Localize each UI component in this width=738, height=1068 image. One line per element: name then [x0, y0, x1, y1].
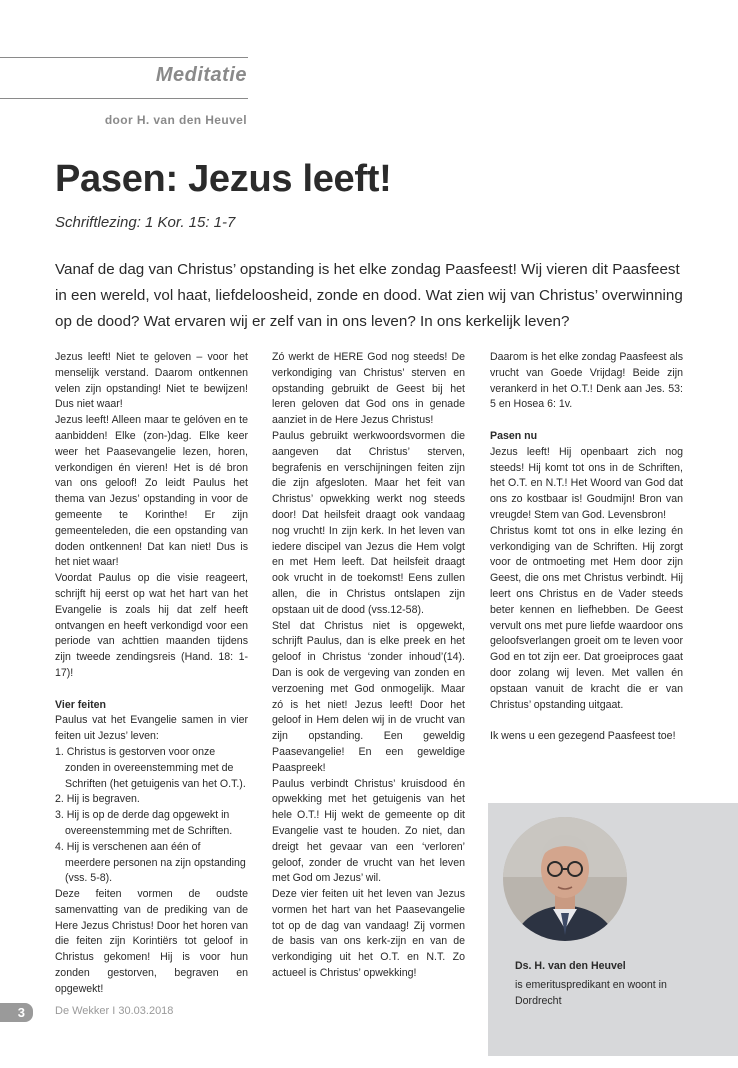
facts-list [55, 745, 248, 887]
paragraph: Daarom is het elke zondag Paasfeest als vrucht van Goede Vrijdag! Beide zijn verankerd in het O.T.! Denk aan Jes. 53: 5 en Hosea 6: 1v. [490, 351, 683, 411]
paragraph: Paulus vat het Evangelie samen in vier feiten uit Jezus’ leven: [55, 714, 248, 743]
portrait-illustration [503, 817, 627, 941]
publication-footer: De Wekker I 30.03.2018 [55, 1005, 174, 1017]
author-portrait [503, 817, 627, 941]
paragraph: Christus komt tot ons in elke lezing én verkondiging van de Schriften. Hij zorgt voor de ontmoeting met Hem door zijn Geest, die ons met Christus verbindt. Hij leert ons Christus en de Vader steeds beter kennen en liefhebben. De Geest vervult ons met pure liefde waardoor ons geloofsverlangen groeit om te leven voor God en tot zijn eer. Dat groeiproces gaat door zolang wij leven. Met vallen én opstaan vanuit de kracht die er van Christus’ opstanding uitgaat. [490, 524, 683, 711]
header-rule-bottom [0, 98, 248, 99]
lead-paragraph: Vanaf de dag van Christus’ opstanding is het elke zondag Paasfeest! Wij vieren dit Paasfeest in een wereld, vol haat, liefdeloosheid, zonde en dood. Wat zien wij van Christus’ overwinning op de dood? Wat ervaren wij er zelf van in ons leven? In ons kerkelijk leven? [55, 261, 683, 330]
subheading-pasen-nu: Pasen nu [490, 429, 538, 442]
spacer [490, 413, 683, 429]
paragraph: Ik wens u een gezegend Paasfeest toe! [490, 730, 676, 743]
author-role: is emerituspredikant en woont in Dordrecht [515, 979, 667, 1007]
column-2 [272, 350, 465, 982]
scripture-reference: Schriftlezing: 1 Kor. 15: 1-7 [55, 214, 236, 231]
spacer [55, 682, 248, 698]
paragraph: Jezus leeft! Alleen maar te gelóven en te aanbidden! Elke (zon-)dag. Elke keer weer het Paasevangelie lezen, horen, verkondigen én vieren! Het is dé bron van ons geloof! Zo leidt Paulus het thema van Jezus’ opstanding in voor de gemeente te Korinthe! Er zijn gemeenteleden, die een opstanding van doden ontkennen! Dat kan niet! Dus is het niet waar! [55, 414, 248, 569]
column-3 [490, 350, 683, 745]
column-1 [55, 350, 248, 998]
subheading-vier-feiten: Vier feiten [55, 698, 107, 711]
paragraph: Jezus leeft! Niet te geloven – voor het menselijk verstand. Daarom ontkennen velen zijn opstanding! Niet te bewijzen! Dus niet waar! [55, 351, 248, 411]
section-label: Meditatie [155, 64, 247, 86]
page-number: 3 [0, 1003, 33, 1022]
paragraph: Zó werkt de HERE God nog steeds! De verkondiging van Christus’ sterven en opstanding gebruikt de Geest bij het leren geloven dat God ons in genade aanziet in de Here Jezus Christus! [272, 351, 465, 427]
paragraph: Paulus gebruikt werkwoordsvormen die aangeven dat Christus’ sterven, begrafenis en verschijningen feiten zijn die zijn afgesloten. Maar het feit van Christus’ opwekking werkt nog steeds door! Dat heilsfeit draagt ook vandaag nog vrucht! In zijn kerk. In het leven van iedere discipel van Jezus die Hem volgt en met Hem leeft. Dat heilsfeit draagt ook vrucht in de toekomst! Eens zullen allen, die in Christus ontslapen zijn opstaan uit de dood (vss.12-58). [272, 429, 465, 616]
list-item: 4. Hij is verschenen aan één of meerdere personen na zijn opstanding (vss. 5-8). [55, 840, 246, 885]
author-byline: door H. van den Heuvel [104, 113, 247, 127]
spacer [490, 713, 683, 729]
paragraph: Deze vier feiten uit het leven van Jezus vormen het hart van het Paasevangelie tot op de dag van vandaag! Zij vormen de basis van ons kerk-zijn en van de verkondiging uit het O.T. en N.T. Zo actueel is Christus’ opwekking! [272, 888, 465, 980]
header-rule-top [0, 57, 248, 58]
paragraph: Voordat Paulus op die visie reageert, schrijft hij eerst op wat het hart van het Evangelie is zoals hij dat zelf heeft ontvangen en heeft verkondigd voor een periode van achttien maanden tijdens zijn tweede zendingsreis (Hand. 18: 1-17)! [55, 572, 248, 679]
list-item: 3. Hij is op de derde dag opgewekt in overeenstemming met de Schriften. [55, 809, 233, 837]
paragraph: Jezus leeft! Hij openbaart zich nog steeds! Hij komt tot ons in de Schriften, het O.T. en N.T.! Het Woord van God dat ons zo kostbaar is! Goudmijn! Bron van vreugde! Stem van God. Levensbron! [490, 445, 683, 521]
article-title: Pasen: Jezus leeft! [55, 158, 392, 200]
list-item: 2. Hij is begraven. [55, 793, 140, 806]
paragraph: Stel dat Christus niet is opgewekt, schrijft Paulus, dan is elke preek en het geloof in Christus ‘zonder inhoud’(14). Dan is ook de vergeving van zonden en verzoening met God onmogelijk. Maar zó is het niet! Jezus leeft! Door het geloof in Hem delen wij in de vrucht van zijn opstanding. Een geweldig Paasevangelie! En een geweldige Paaspreek! [272, 619, 465, 774]
list-item: 1. Christus is gestorven voor onze zonden in overeenstemming met de Schriften (het getuigenis van het O.T.). [55, 745, 246, 790]
paragraph: Deze feiten vormen de oudste samenvatting van de prediking van de Here Jezus Christus! Door het horen van die feiten zijn Korintiërs tot geloof in Christus gekomen! Hij is voor hun zonden gestorven, begraven en opgewekt! [55, 888, 248, 995]
paragraph: Paulus verbindt Christus’ kruisdood én opwekking met het getuigenis van het hele O.T.! Hij wekt de gemeente op dit Evangelie vast te houden. Zo niet, dan dreigt het gevaar van een ‘verloren’ geloof, zonder de vrucht van het leven met God om Jezus’ wil. [272, 777, 465, 885]
author-name: Ds. H. van den Heuvel [515, 960, 626, 972]
